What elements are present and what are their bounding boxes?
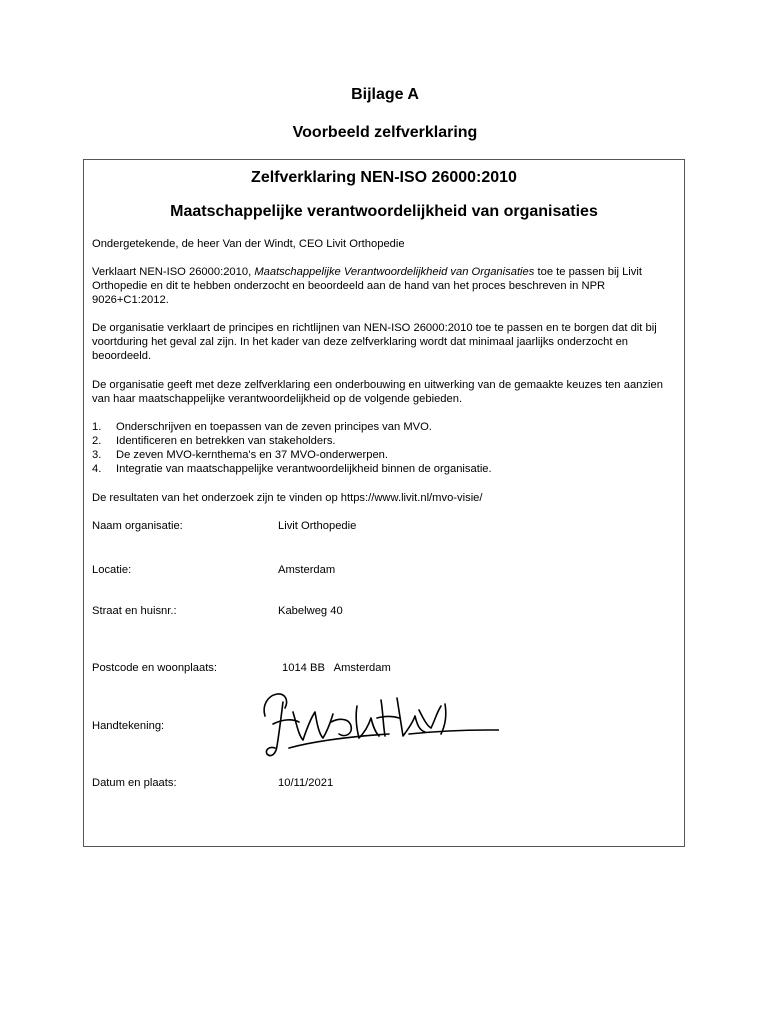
list-number: 4. <box>92 463 102 475</box>
street-label: Straat en huisnr.: <box>92 605 177 617</box>
results-paragraph: De resultaten van het onderzoek zijn te vinden op https://www.livit.nl/mvo-visie/ <box>92 492 483 504</box>
list-text: Integratie van maatschappelijke verantwoordelijkheid binnen de organisatie. <box>116 463 492 475</box>
declares-paragraph <box>92 265 680 307</box>
example-title: Voorbeeld zelfverklaring <box>292 124 478 141</box>
principles-paragraph: De organisatie verklaart de principes en richtlijnen van NEN-ISO 26000:2010 toe te passen en te borgen dat dit bij voortduring het geval zal zijn. In het kader van deze zelfverklaring wordt dat minimaal jaarlijks onderzocht en beoordeeld. <box>92 322 657 362</box>
list-number: 3. <box>92 449 102 461</box>
list-item <box>92 462 680 476</box>
list-text: De zeven MVO-kernthema's en 37 MVO-onderwerpen. <box>116 449 389 461</box>
areas-list <box>92 420 680 476</box>
list-item <box>92 420 680 434</box>
org-name-label: Naam organisatie: <box>92 520 183 532</box>
date-value: 10/11/2021 <box>278 777 334 789</box>
list-text: Onderschrijven en toepassen van de zeven principes van MVO. <box>116 421 432 433</box>
postcode-value: 1014 BB Amsterdam <box>282 662 391 674</box>
declaration-title: Zelfverklaring NEN-ISO 26000:2010 <box>251 169 517 186</box>
list-text: Identificeren en betrekken van stakeholders. <box>116 435 336 447</box>
handwritten-signature <box>259 688 499 763</box>
street-value: Kabelweg 40 <box>278 605 343 617</box>
declaration-box <box>83 159 685 847</box>
location-value: Amsterdam <box>278 564 336 576</box>
list-number: 1. <box>92 421 102 433</box>
annex-title: Bijlage A <box>351 86 419 103</box>
signature-label: Handtekening: <box>92 720 165 732</box>
declares-prefix: Verklaart NEN-ISO 26000:2010, <box>92 266 255 278</box>
undersigned-paragraph: Ondergetekende, de heer Van der Windt, CEO Livit Orthopedie <box>92 238 405 250</box>
declaration-subtitle: Maatschappelijke verantwoordelijkheid van organisaties <box>170 203 598 220</box>
location-label: Locatie: <box>92 564 132 576</box>
substantiation-paragraph: De organisatie geeft met deze zelfverklaring een onderbouwing en uitwerking van de gemaakte keuzes ten aanzien van haar maatschappelijke verantwoordelijkheid op de volgende gebieden. <box>92 379 663 405</box>
list-number: 2. <box>92 435 102 447</box>
list-item <box>92 448 680 462</box>
standard-title-italic: Maatschappelijke Verantwoordelijkheid van Organisaties <box>254 266 535 278</box>
org-name-value: Livit Orthopedie <box>278 520 357 532</box>
declares-suffix: toe te passen bij Livit Orthopedie en dit te hebben onderzocht en beoordeeld aan de hand van het proces beschreven in NPR 9026+C1:2012. <box>92 266 642 306</box>
postcode-label: Postcode en woonplaats: <box>92 662 218 674</box>
list-item <box>92 434 680 448</box>
date-label: Datum en plaats: <box>92 777 177 789</box>
